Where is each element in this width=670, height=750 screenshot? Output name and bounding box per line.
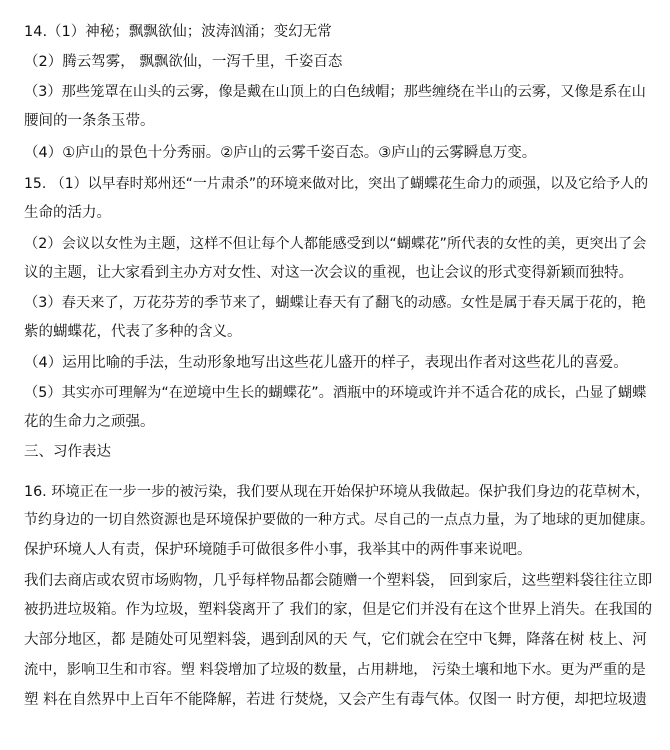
essay-16-line2: 节约身边的一切自然资源也是环境保护要做的一种方式。尽自己的一点点力量，为了地球的更加健康。	[24, 512, 654, 528]
essay-16-line3: 保护环境人人有责，保护环境随手可做很多件小事，我举其中的两件事来说吧。	[24, 542, 532, 558]
answer-14-1: 14.（1）神秘；飘飘欲仙；波涛汹涌；变幻无常	[24, 24, 332, 40]
essay-16-line7: 流中，影响卫生和市容。塑 料袋增加了垃圾的数量，占用耕地， 污染土壤和地下水。更为严重的是	[24, 662, 646, 678]
answer-15-3-line2: 紫的蝴蝶花，代表了多种的含义。	[24, 324, 242, 340]
essay-16-line6: 大部分地区，都 是随处可见塑料袋，遇到刮风的天 气，它们就会在空中飞舞，降落在树 枝上、河	[24, 632, 647, 648]
answer-15-2-line2: 议的主题，让大家看到主办方对女性、对这一次会议的重视，也让会议的形式变得新颖而独特。	[24, 265, 633, 281]
answer-15-5-line2: 花的生命力之顽强。	[24, 414, 155, 430]
essay-16-line8: 塑 料在自然界中上百年不能降解，若进 行焚烧，又会产生有毒气体。仅图一 时方便，却把垃圾遗	[24, 692, 647, 708]
answer-15-4: （4）运用比喻的手法，生动形象地写出这些花儿盛开的样子，表现出作者对这些花儿的喜爱。	[24, 355, 628, 371]
answer-14-4: （4）①庐山的景色十分秀丽。②庐山的云雾千姿百态。③庐山的云雾瞬息万变。	[24, 145, 537, 161]
answer-14-2: （2）腾云驾雾， 飘飘欲仙，一泻千里，千姿百态	[24, 54, 343, 70]
essay-16-line1: 16. 环境正在一步一步的被污染，我们要从现在开始保护环境从我做起。保护我们身边的花草树木，	[24, 484, 650, 500]
answer-14-3-line2: 腰间的一条条玉带。	[24, 113, 155, 129]
answer-15-3-line1: （3）春天来了，万花芬芳的季节来了，蝴蝶让春天有了翻飞的动感。女性是属于春天属于花的，艳	[24, 295, 646, 311]
answer-15-5-line1: （5）其实亦可理解为“在逆境中生长的蝴蝶花”。酒瓶中的环境或许并不适合花的成长，凸显了蝴蝶	[24, 385, 647, 401]
answer-15-1-line1: 15. （1）以早春时郑州还“一片肃杀”的环境来做对比，突出了蝴蝶花生命力的顽强，以及它给予人的	[24, 176, 649, 192]
section-heading-writing: 三、习作表达	[24, 444, 111, 460]
answer-14-3-line1: （3）那些笼罩在山头的云雾，像是戴在山顶上的白色绒帽；那些缠绕在半山的云雾，又像是系在山	[24, 84, 646, 100]
essay-16-line5: 被扔进垃圾箱。作为垃圾，塑料袋离开了 我们的家，但是它们并没有在这个世界上消失。在我国的	[24, 602, 653, 618]
answer-15-2-line1: （2）会议以女性为主题，这样不但让每个人都能感受到以“蝴蝶花”所代表的女性的美，更突出了会	[24, 236, 647, 252]
answer-15-1-line2: 生命的活力。	[24, 205, 111, 221]
essay-16-line4: 我们去商店或农贸市场购物，几乎每样物品都会随赠一个塑料袋， 回到家后，这些塑料袋往往立即	[24, 573, 653, 589]
